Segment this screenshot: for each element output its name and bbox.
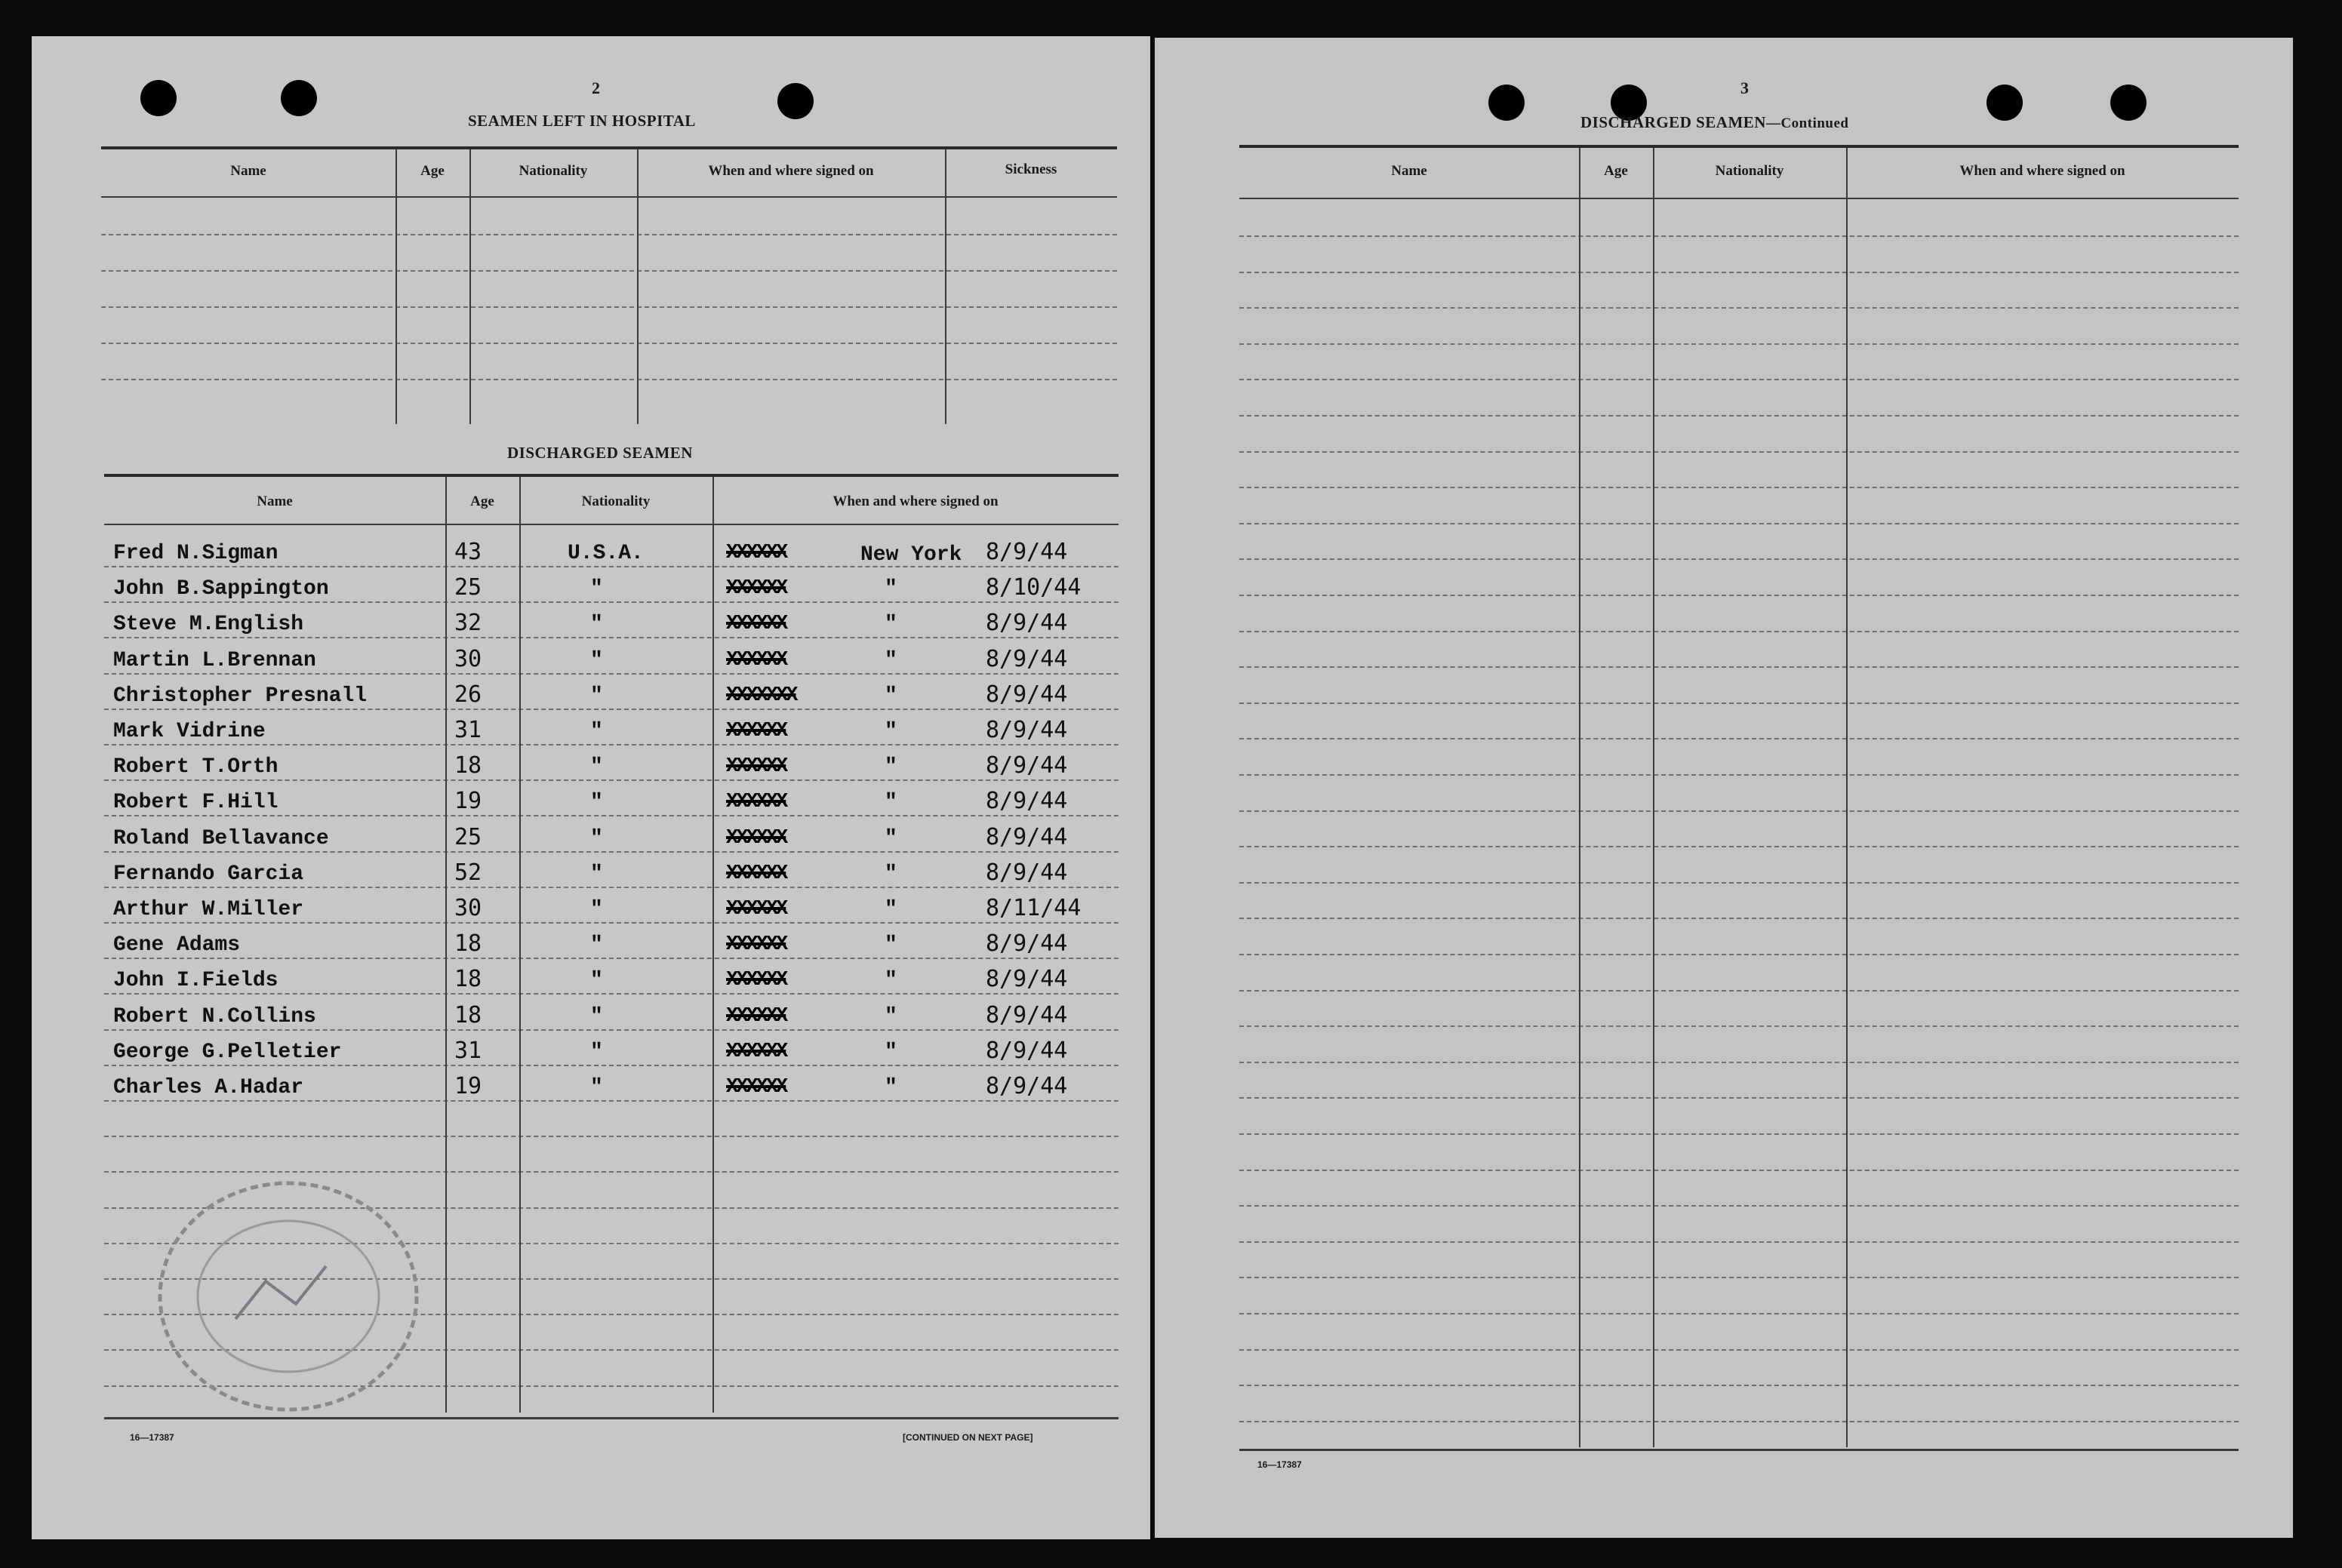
signed-on-place: " <box>885 1004 897 1028</box>
seaman-name: Roland Bellavance <box>113 826 329 850</box>
table-rule <box>104 524 1119 525</box>
row-rule <box>104 1065 1119 1066</box>
seaman-nationality: " <box>590 755 603 779</box>
column-header-sickness: Sickness <box>1005 161 1057 177</box>
page-title-suffix: —Continued <box>1765 115 1849 131</box>
seaman-age: 18 <box>454 966 482 993</box>
row-rule <box>1239 1025 2239 1027</box>
signed-on-place: " <box>885 898 897 921</box>
row-rule <box>104 709 1119 710</box>
seaman-name: Robert F.Hill <box>113 791 279 815</box>
punch-hole <box>1488 85 1525 121</box>
column-divider <box>1579 148 1580 1447</box>
row-rule <box>1239 918 2239 919</box>
seaman-age: 43 <box>454 539 482 565</box>
crossed-out-entry: XXXXXX <box>726 577 786 601</box>
row-rule <box>1239 1097 2239 1099</box>
signed-on-place: " <box>885 862 897 886</box>
seaman-name: Christopher Presnall <box>113 684 368 708</box>
seaman-age: 25 <box>454 574 482 601</box>
row-rule <box>104 779 1119 781</box>
seaman-age: 52 <box>454 859 482 886</box>
row-rule <box>104 601 1119 603</box>
row-rule <box>1239 810 2239 812</box>
column-header-age: Age <box>1604 163 1628 179</box>
signed-on-date: 8/9/44 <box>986 681 1068 708</box>
column-divider <box>637 149 639 424</box>
row-rule <box>104 958 1119 959</box>
seaman-age: 19 <box>454 788 482 815</box>
signed-on-place: " <box>885 791 897 815</box>
column-header-signed-on: When and where signed on <box>832 493 999 509</box>
row-rule <box>101 270 1117 272</box>
seaman-nationality: " <box>590 862 603 886</box>
seaman-age: 31 <box>454 1037 482 1064</box>
page-number: 2 <box>592 78 600 97</box>
table-bottom-rule <box>1239 1449 2239 1451</box>
seaman-age: 31 <box>454 717 482 743</box>
table-rule <box>1239 198 2239 199</box>
column-divider <box>469 149 471 424</box>
row-rule <box>1239 595 2239 596</box>
seaman-name: John I.Fields <box>113 969 279 993</box>
column-header-name: Name <box>1391 163 1427 179</box>
row-rule <box>1239 379 2239 380</box>
signed-on-place: " <box>885 826 897 850</box>
row-rule <box>1239 1133 2239 1135</box>
seaman-nationality: " <box>590 684 603 708</box>
signed-on-place: " <box>885 577 897 601</box>
punch-hole <box>2110 85 2147 121</box>
row-rule <box>1239 774 2239 776</box>
row-rule <box>1239 235 2239 237</box>
crossed-out-entry: XXXXXXX <box>726 684 796 707</box>
row-rule <box>1239 631 2239 632</box>
row-rule <box>1239 451 2239 453</box>
seaman-nationality: " <box>590 648 603 672</box>
column-divider <box>519 477 521 1413</box>
page-title-main: DISCHARGED SEAMEN <box>1580 113 1766 131</box>
signed-on-place: " <box>885 613 897 637</box>
table-rule <box>101 196 1117 198</box>
seaman-nationality: " <box>590 1004 603 1028</box>
table-rule <box>1239 145 2239 148</box>
column-header-nationality: Nationality <box>1715 163 1784 179</box>
seaman-age: 30 <box>454 895 482 921</box>
seaman-name: Mark Vidrine <box>113 720 266 743</box>
row-rule <box>1239 1062 2239 1063</box>
row-rule <box>1239 954 2239 955</box>
seaman-name: Robert N.Collins <box>113 1004 316 1028</box>
row-rule <box>1239 738 2239 739</box>
left-page <box>32 36 1150 1539</box>
discharged-section-title: DISCHARGED SEAMEN <box>507 444 693 462</box>
signed-on-date: 8/9/44 <box>986 823 1068 850</box>
signed-on-date: 8/9/44 <box>986 1001 1068 1028</box>
row-rule <box>1239 1205 2239 1207</box>
row-rule <box>1239 990 2239 992</box>
seaman-nationality: " <box>590 720 603 743</box>
row-rule <box>104 1100 1119 1102</box>
column-divider <box>945 149 946 424</box>
row-rule <box>104 1136 1119 1137</box>
crossed-out-entry: XXXXXX <box>726 898 786 921</box>
row-rule <box>104 922 1119 924</box>
column-divider <box>395 149 397 424</box>
seaman-nationality: " <box>590 826 603 850</box>
seaman-age: 32 <box>454 610 482 637</box>
row-rule <box>104 637 1119 638</box>
seaman-age: 19 <box>454 1073 482 1099</box>
column-header-signed-on: When and where signed on <box>708 163 874 179</box>
row-rule <box>104 993 1119 995</box>
crossed-out-entry: XXXXXX <box>726 613 786 636</box>
seaman-nationality: " <box>590 613 603 637</box>
signed-on-date: 8/9/44 <box>986 859 1068 886</box>
seaman-age: 18 <box>454 1001 482 1028</box>
row-rule <box>1239 1421 2239 1422</box>
signed-on-date: 8/9/44 <box>986 966 1068 993</box>
column-header-nationality: Nationality <box>519 163 588 179</box>
crossed-out-entry: XXXXXX <box>726 862 786 885</box>
row-rule <box>1239 272 2239 273</box>
crossed-out-entry: XXXXXX <box>726 755 786 779</box>
row-rule <box>104 566 1119 567</box>
signed-on-date: 8/11/44 <box>986 895 1082 921</box>
row-rule <box>104 673 1119 675</box>
punch-hole <box>1987 85 2023 121</box>
crossed-out-entry: XXXXXX <box>726 1076 786 1099</box>
signed-on-date: 8/9/44 <box>986 1037 1068 1064</box>
seaman-nationality: " <box>590 791 603 815</box>
row-rule <box>101 306 1117 308</box>
row-rule <box>1239 846 2239 847</box>
row-rule <box>1239 1385 2239 1386</box>
seaman-nationality: " <box>590 1040 603 1064</box>
signed-on-date: 8/9/44 <box>986 1073 1068 1099</box>
seaman-name: Fred N.Sigman <box>113 542 279 565</box>
column-header-age: Age <box>470 493 494 509</box>
row-rule <box>101 379 1117 380</box>
row-rule <box>1239 1241 2239 1243</box>
seaman-name: Fernando Garcia <box>113 862 304 886</box>
row-rule <box>1239 558 2239 560</box>
row-rule <box>104 1029 1119 1031</box>
seaman-age: 18 <box>454 752 482 779</box>
seaman-nationality: U.S.A. <box>568 542 644 565</box>
seaman-age: 18 <box>454 930 482 958</box>
row-rule <box>1239 1277 2239 1278</box>
signed-on-date: 8/9/44 <box>986 930 1068 958</box>
crossed-out-entry: XXXXXX <box>726 542 786 564</box>
signed-on-place: " <box>885 1076 897 1099</box>
form-number: 16—17387 <box>130 1432 174 1443</box>
seaman-nationality: " <box>590 933 603 958</box>
signed-on-place: " <box>885 720 897 743</box>
seaman-nationality: " <box>590 577 603 601</box>
crossed-out-entry: XXXXXX <box>726 969 786 992</box>
seaman-name: John B.Sappington <box>113 577 329 601</box>
seaman-nationality: " <box>590 969 603 993</box>
signed-on-place: " <box>885 933 897 958</box>
row-rule <box>1239 703 2239 704</box>
row-rule <box>1239 523 2239 524</box>
row-rule <box>1239 1349 2239 1351</box>
crossed-out-entry: XXXXXX <box>726 1004 786 1028</box>
row-rule <box>104 887 1119 888</box>
row-rule <box>1239 1313 2239 1314</box>
column-divider <box>445 477 447 1413</box>
column-divider <box>1846 148 1848 1447</box>
seaman-age: 25 <box>454 823 482 850</box>
signed-on-date: 8/9/44 <box>986 645 1068 672</box>
crossed-out-entry: XXXXXX <box>726 720 786 742</box>
seaman-age: 26 <box>454 681 482 708</box>
signed-on-date: 8/9/44 <box>986 752 1068 779</box>
signed-on-date: 8/10/44 <box>986 574 1082 601</box>
seaman-name: Gene Adams <box>113 933 241 958</box>
signed-on-place: " <box>885 648 897 672</box>
row-rule <box>1239 1170 2239 1171</box>
right-page <box>1155 38 2293 1538</box>
page-title <box>1580 113 1848 132</box>
column-header-signed-on: When and where signed on <box>1959 163 2125 179</box>
crossed-out-entry: XXXXXX <box>726 933 786 957</box>
hospital-section-title: SEAMEN LEFT IN HOSPITAL <box>468 112 696 130</box>
column-divider <box>712 477 714 1413</box>
column-header-age: Age <box>420 163 445 179</box>
page-number: 3 <box>1740 78 1749 97</box>
signed-on-place: New York <box>860 543 962 567</box>
row-rule <box>101 343 1117 344</box>
form-number: 16—17387 <box>1257 1459 1302 1470</box>
signed-on-place: " <box>885 1040 897 1064</box>
signed-on-date: 8/9/44 <box>986 539 1068 565</box>
continued-note: [CONTINUED ON NEXT PAGE] <box>903 1432 1033 1443</box>
seaman-nationality: " <box>590 1076 603 1099</box>
row-rule <box>101 234 1117 235</box>
table-rule <box>101 146 1117 149</box>
crossed-out-entry: XXXXXX <box>726 648 786 672</box>
seaman-name: Steve M.English <box>113 613 304 637</box>
row-rule <box>104 851 1119 853</box>
signed-on-place: " <box>885 969 897 993</box>
seaman-name: Martin L.Brennan <box>113 648 316 672</box>
seaman-name: George G.Pelletier <box>113 1040 342 1064</box>
row-rule <box>1239 343 2239 345</box>
row-rule <box>1239 882 2239 884</box>
customs-stamp <box>145 1168 432 1425</box>
column-divider <box>1653 148 1654 1447</box>
column-header-name: Name <box>230 163 266 179</box>
punch-hole <box>777 83 814 119</box>
signed-on-date: 8/9/44 <box>986 610 1068 637</box>
row-rule <box>1239 415 2239 417</box>
seaman-name: Robert T.Orth <box>113 755 279 779</box>
signed-on-place: " <box>885 684 897 708</box>
seaman-name: Charles A.Hadar <box>113 1076 304 1099</box>
row-rule <box>1239 666 2239 668</box>
row-rule <box>1239 307 2239 309</box>
table-rule <box>104 474 1119 477</box>
signed-on-date: 8/9/44 <box>986 788 1068 815</box>
crossed-out-entry: XXXXXX <box>726 826 786 850</box>
signed-on-place: " <box>885 755 897 779</box>
row-rule <box>1239 487 2239 488</box>
seaman-nationality: " <box>590 898 603 921</box>
seaman-age: 30 <box>454 645 482 672</box>
signed-on-date: 8/9/44 <box>986 717 1068 743</box>
column-header-nationality: Nationality <box>581 493 651 509</box>
row-rule <box>104 815 1119 816</box>
crossed-out-entry: XXXXXX <box>726 791 786 814</box>
column-header-name: Name <box>257 493 293 509</box>
row-rule <box>104 744 1119 746</box>
seaman-name: Arthur W.Miller <box>113 898 304 921</box>
punch-hole <box>140 80 177 116</box>
crossed-out-entry: XXXXXX <box>726 1040 786 1063</box>
punch-hole <box>281 80 317 116</box>
